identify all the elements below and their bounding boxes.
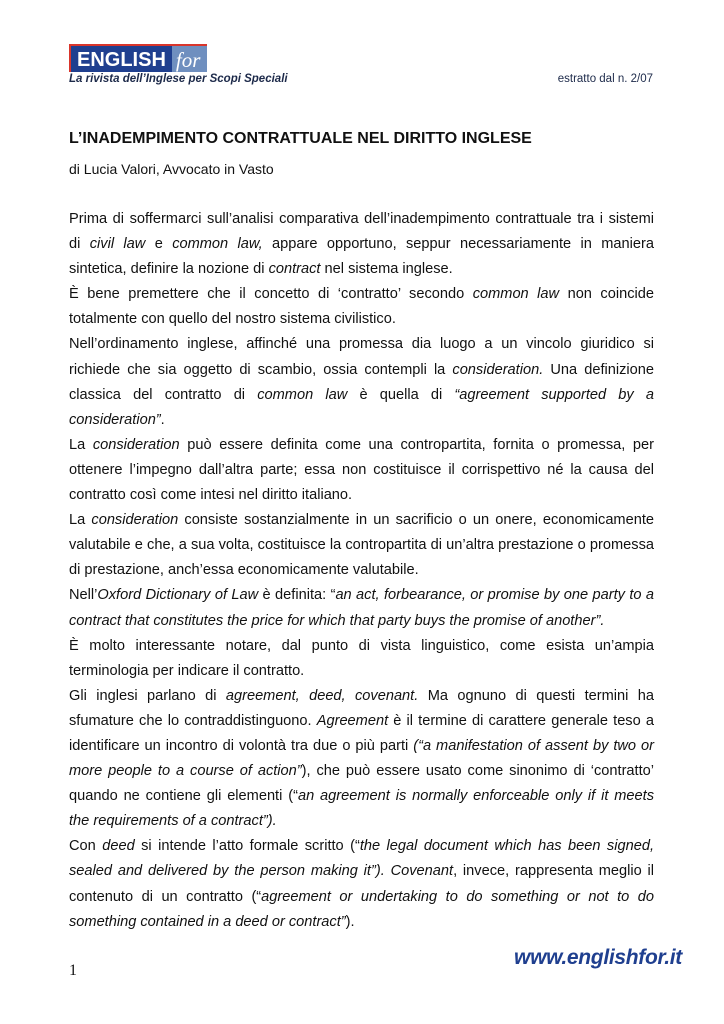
body-paragraph [69, 207, 654, 282]
englishfor-logo [69, 44, 207, 72]
body-paragraph [69, 684, 654, 835]
italic-term: consideration [91, 512, 179, 529]
italic-term: common law [472, 286, 560, 303]
italic-term: (“a manifestation of assent by two or more people to a course of action” [69, 737, 654, 780]
italic-term: “agreement supported by a consideration” [69, 386, 654, 428]
italic-term: civil law [89, 236, 146, 253]
issue-label: estratto dal n. 2/07 [557, 73, 653, 85]
text-run: si intende l’atto formale scritto (“ [134, 838, 360, 855]
text-run: è quella di [347, 386, 455, 403]
text-run: nel sistema inglese. [320, 261, 453, 278]
body-paragraph [69, 282, 654, 332]
text-run: La [69, 436, 93, 453]
text-run: può essere definita come una contropartita, fornita o promessa, per ottenere l’impegno dall’altra parte; essa non costituisce il corrispettivo né la causa del contratto così come intesi nel diritto italiano. [69, 436, 654, 504]
magazine-tagline: La rivista dell’Inglese per Scopi Speciali [69, 73, 288, 85]
page-header [69, 44, 659, 90]
italic-term: common law [257, 386, 348, 403]
italic-term: the legal document which has been signed, sealed and delivered by the person making it”). Covenant [69, 838, 654, 880]
text-run: non coincide totalmente con quello del nostro sistema civilistico. [69, 286, 654, 328]
text-run: Una definizione classica del contratto di [69, 361, 654, 403]
text-run: ), che può essere usato come sinonimo di ‘contratto’ quando ne contiene gli elementi (“ [69, 763, 655, 805]
body-paragraph [69, 583, 654, 633]
logo-english-text: ENGLISH [69, 44, 172, 72]
italic-term: an agreement is normally enforceable only if it meets the requirements of a contract”). [69, 788, 654, 830]
italic-term: agreement, deed, covenant. [225, 687, 419, 704]
text-run: consiste sostanzialmente in un sacrificio o un onere, economicamente valutabile e che, a sua volta, costituisce la contropartita di un’altra prestazione o promessa di prestazione, anch’essa economicamente valutabile. [69, 512, 654, 579]
text-run: È bene premettere che il concetto di ‘contratto’ secondo [69, 286, 473, 303]
text-run: appare opportuno, seppur necessariamente in maniera sintetica, definire la nozione di [69, 236, 654, 278]
text-run: è definita: “ [258, 587, 336, 604]
italic-term: consideration. [452, 361, 544, 378]
text-run: . [160, 411, 165, 428]
text-run: Nell’ordinamento inglese, affinché una promessa dia luogo a un vincolo giuridico si richiede che sia oggetto di scambio, ossia contempli la [69, 336, 654, 378]
text-run: è il termine di carattere generale teso a identificare un incontro di volontà tra due o più parti [69, 712, 654, 754]
text-run: Con [69, 838, 103, 855]
logo-for-text: for [172, 44, 208, 72]
italic-term: common law, [172, 236, 263, 253]
article-body [69, 207, 654, 935]
article-title: L’INADEMPIMENTO CONTRATTUALE NEL DIRITTO INGLESE [69, 130, 532, 147]
italic-term: contract [268, 261, 321, 278]
text-run: La [69, 512, 92, 529]
body-paragraph [69, 332, 654, 432]
text-run: , invece, rappresenta meglio il contenuto di un contratto (“ [69, 863, 654, 905]
italic-term: an act, forbearance, or promise by one party to a contract that constitutes the price for which that party buys the promise of another”. [69, 587, 654, 629]
text-run: Nell’ [69, 587, 98, 604]
article-author: di Lucia Valori, Avvocato in Vasto [69, 161, 274, 177]
body-paragraph [69, 433, 654, 508]
text-run: È molto interessante notare, dal punto di vista linguistico, come esista un’ampia terminologia per indicare il contratto. [69, 637, 654, 679]
italic-term: agreement or undertaking to do something or not to do something contained in a deed or contract” [69, 888, 654, 930]
page-number: 1 [69, 962, 77, 979]
text-run: ). [345, 913, 355, 930]
body-paragraph [69, 834, 654, 934]
body-paragraph [69, 634, 654, 684]
italic-term: Agreement [316, 712, 389, 729]
text-run: Ma ognuno di questi termini ha sfumature che lo contraddistinguono. [69, 687, 654, 729]
text-run: e [145, 236, 173, 253]
italic-term: consideration [92, 436, 180, 453]
italic-term: Oxford Dictionary of Law [97, 587, 259, 604]
website-link[interactable]: www.englishfor.it [514, 946, 682, 969]
text-run: Gli inglesi parlano di [69, 687, 226, 704]
body-paragraph [69, 508, 654, 583]
text-run: Prima di soffermarci sull’analisi comparativa dell’inadempimento contrattuale tra i sistemi di [69, 211, 654, 253]
italic-term: deed [102, 838, 135, 855]
